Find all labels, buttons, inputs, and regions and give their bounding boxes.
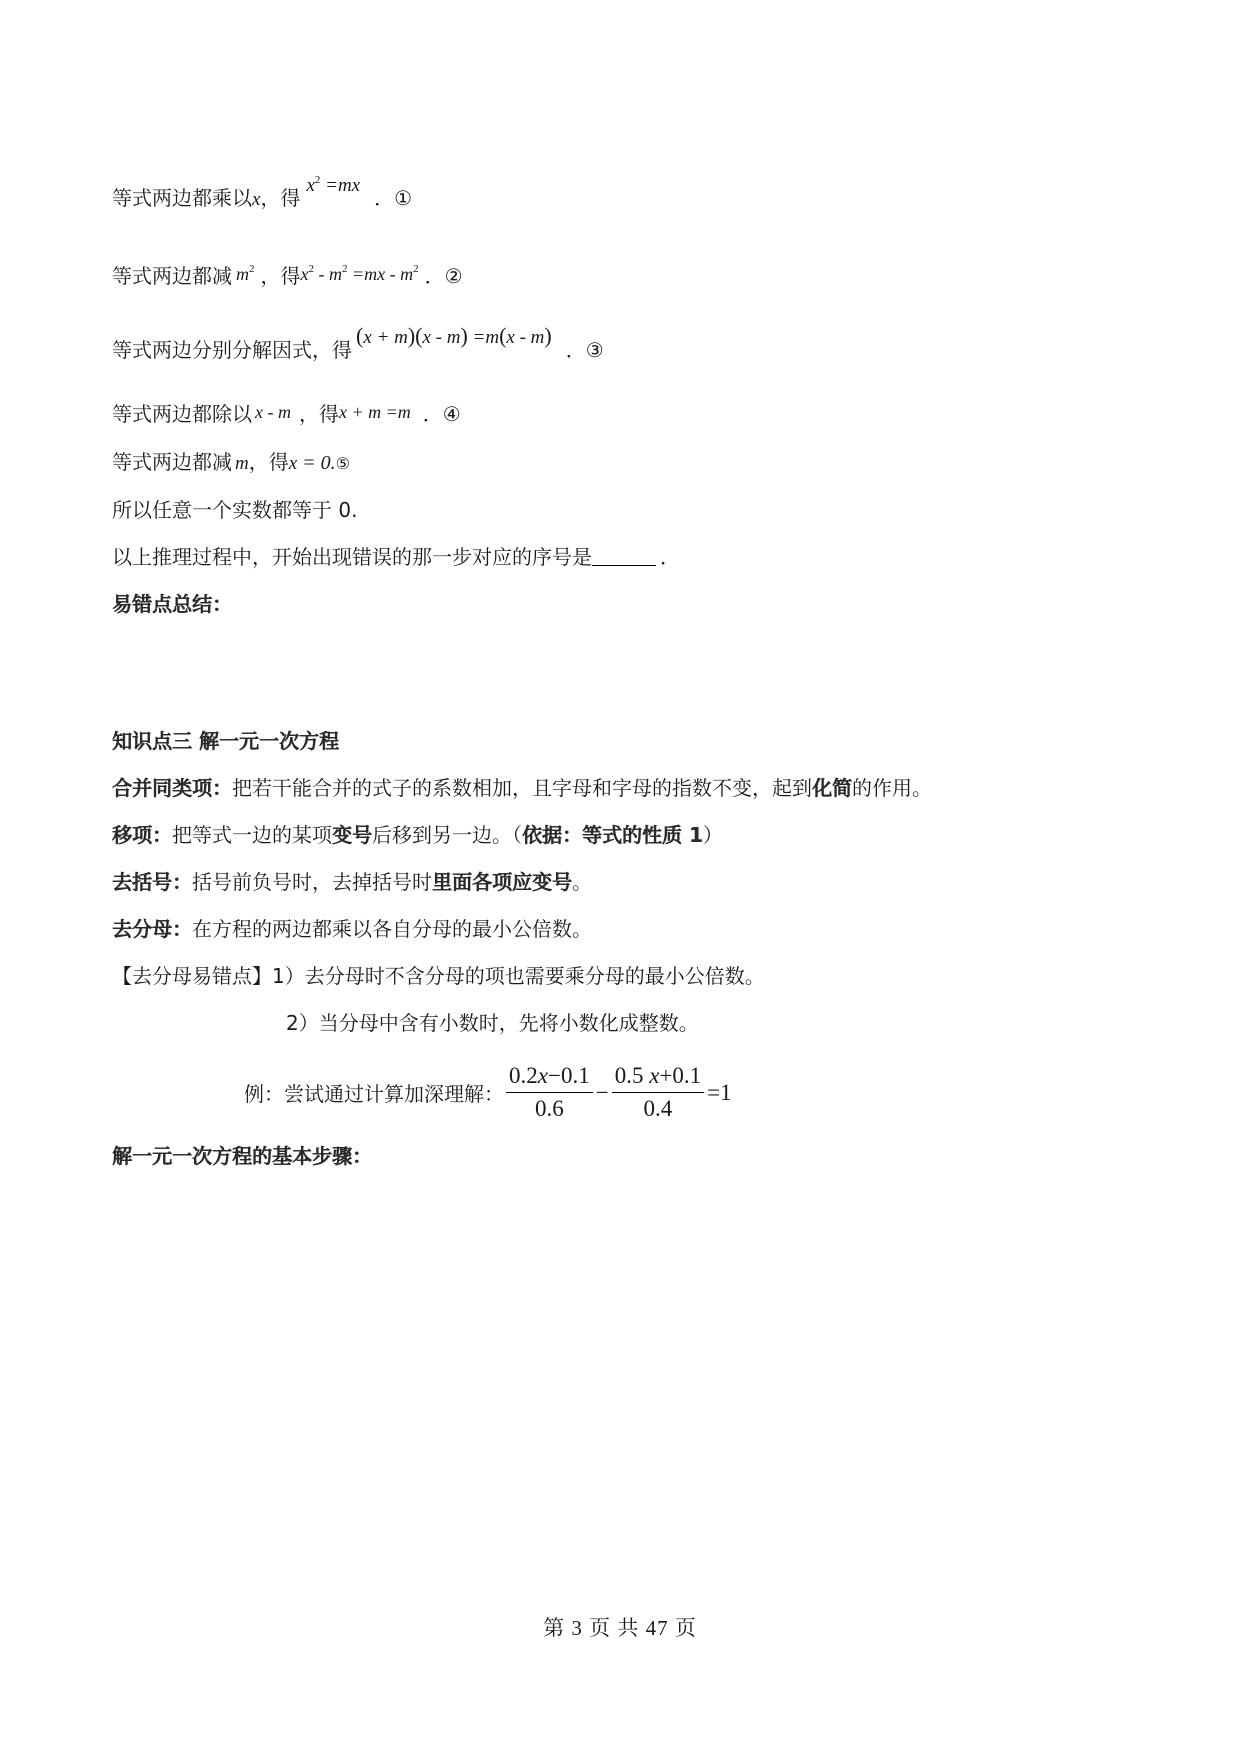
rule-close: ） [702, 823, 723, 847]
step-marker: ．① [374, 186, 413, 210]
step-text: 等式两边都减 [112, 264, 232, 288]
error-summary-label: 易错点总结： [112, 592, 232, 616]
proof-step-1 [112, 174, 413, 214]
step-text: 等式两边都减 [112, 450, 232, 474]
proof-step-2 [112, 258, 463, 291]
pitfall-text: 1）去分母时不含分母的项也需要乘分母的最小公倍数。 [272, 964, 765, 988]
step-text: 等式两边都除以 [112, 402, 252, 426]
rule-emphasis: 里面各项应变号 [432, 870, 572, 894]
step-variable: x - m [255, 402, 291, 422]
pitfall-label: 【去分母易错点】 [112, 964, 272, 988]
fraction-1 [506, 1062, 593, 1123]
fraction-1-numerator: 0.2x−0.1 [506, 1062, 593, 1093]
question-line [112, 543, 680, 571]
rule-body: 括号前负号时，去掉括号时 [192, 870, 432, 894]
step-result: $x^2 =mx$ [306, 174, 361, 196]
rule-remove-brackets [112, 868, 592, 896]
step-result: x = 0. [288, 452, 336, 474]
rule-body: 把若干能合并的式子的系数相加，且字母和字母的指数不变，起到 [232, 776, 812, 800]
fraction-2-numerator: 0.5 x+0.1 [612, 1062, 704, 1093]
rule-body-end: 的作用。 [852, 776, 932, 800]
rule-combine-like-terms [112, 774, 932, 802]
step-result: (x + m)(x - m) =m(x - m) [356, 323, 552, 348]
step-text: 等式两边分别分解因式，得 [112, 338, 352, 362]
rule-body: 在方程的两边都乘以各自分母的最小公倍数。 [192, 917, 592, 941]
step-separator: ，得 [260, 186, 301, 210]
step-separator: ，得 [298, 402, 339, 426]
rule-term: 去分母： [112, 917, 192, 941]
question-end: ． [660, 545, 680, 569]
rule-body-end: 后移到另一边。（ [372, 823, 522, 847]
equation-rhs: =1 [707, 1079, 732, 1105]
rule-body: 把等式一边的某项 [172, 823, 332, 847]
basic-steps-label: 解一元一次方程的基本步骤： [112, 1144, 372, 1168]
step-marker: ．② [424, 264, 463, 288]
step-result: $x^2 - m^2 =mx - m^2$ [300, 263, 419, 284]
proof-step-3 [112, 323, 604, 366]
step-marker: ．③ [565, 338, 604, 362]
rule-transpose [112, 821, 723, 849]
example-equation [244, 1062, 733, 1123]
conclusion-text: 所以任意一个实数都等于 0. [112, 498, 358, 522]
step-text: 等式两边都乘以 [112, 186, 252, 210]
fraction-2 [612, 1062, 704, 1123]
rule-body-end: 。 [572, 870, 592, 894]
section-title: 知识点三 解一元一次方程 [112, 729, 339, 753]
proof-step-4 [112, 400, 461, 429]
step-marker: ．④ [422, 402, 461, 426]
fraction-1-denominator: 0.6 [534, 1096, 564, 1121]
step-variable: x [252, 189, 261, 210]
rule-basis: 依据：等式的性质 1 [522, 823, 703, 847]
rule-emphasis: 变号 [332, 823, 372, 847]
answer-blank[interactable] [592, 545, 656, 566]
pitfall-2: 2）当分母中含有小数时，先将小数化成整数。 [286, 1011, 699, 1035]
example-label: 例：尝试通过计算加深理解： [244, 1082, 504, 1106]
pitfall-1 [112, 962, 765, 990]
page-footer: 第 3 页 共 47 页 [543, 1616, 697, 1640]
proof-step-5 [112, 448, 350, 478]
step-separator: ，得 [248, 450, 289, 474]
rule-clear-denominators [112, 915, 592, 943]
rule-term: 移项： [112, 823, 172, 847]
question-text: 以上推理过程中，开始出现错误的那一步对应的序号是 [112, 545, 592, 569]
fraction-2-denominator: 0.4 [643, 1096, 673, 1121]
step-variable: m [235, 453, 249, 474]
step-separator: ，得 [260, 264, 301, 288]
step-result: x + m =m [338, 402, 411, 422]
step-variable: $m^2$ [236, 263, 255, 284]
minus-sign: − [595, 1079, 609, 1105]
rule-term: 合并同类项： [112, 776, 232, 800]
rule-emphasis: 化简 [812, 776, 852, 800]
rule-term: 去括号： [112, 870, 192, 894]
step-marker: ⑤ [335, 454, 351, 473]
